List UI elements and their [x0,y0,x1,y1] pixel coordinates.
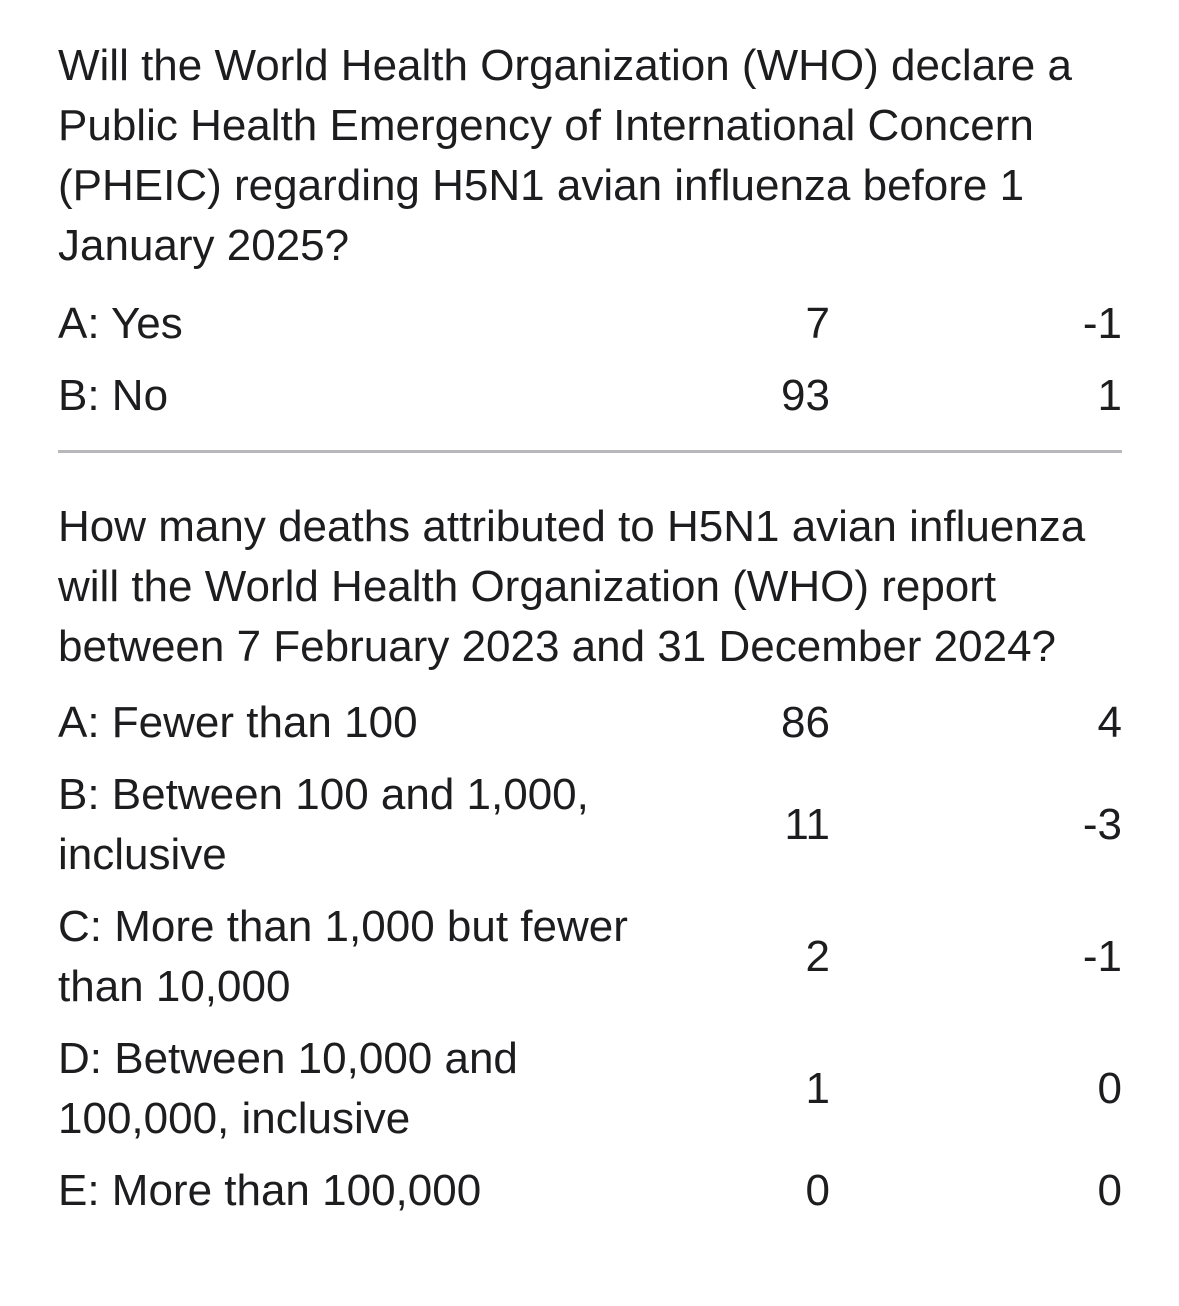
option-value: 7 [805,299,830,348]
question-title: Will the World Health Organization (WHO) declare a Public Health Emergency of International Concern (PHEIC) regarding H5N1 avian influenza before 1 January 2025? [58,41,1072,270]
option-change: -1 [1082,299,1122,348]
option-change: 0 [1097,1064,1122,1113]
option-change: 1 [1097,371,1122,420]
option-label: B: No [58,371,169,420]
option-row [58,891,1122,1023]
section-divider [58,450,1122,453]
option-change: 4 [1097,698,1122,747]
forecast-list [58,36,1122,1227]
option-label: E: More than 100,000 [58,1166,482,1215]
options-list [58,687,1122,1227]
options-list [58,288,1122,432]
option-label: B: Between 100 and 1,000, inclusive [58,770,589,879]
option-value: 2 [805,932,830,981]
question-block-2 [58,497,1122,1227]
option-change: -1 [1082,932,1122,981]
option-label: A: Fewer than 100 [58,698,418,747]
option-label: A: Yes [58,299,183,348]
option-value: 11 [784,800,830,849]
option-label: C: More than 1,000 but fewer than 10,000 [58,902,628,1011]
option-label: D: Between 10,000 and 100,000, inclusive [58,1034,518,1143]
question-block-1 [58,36,1122,432]
option-row [58,360,1122,432]
option-change: 0 [1097,1166,1122,1215]
option-row [58,759,1122,891]
option-value: 86 [781,698,830,747]
option-row [58,1155,1122,1227]
option-value: 1 [805,1064,830,1113]
option-value: 0 [805,1166,830,1215]
option-change: -3 [1082,800,1122,849]
question-title: How many deaths attributed to H5N1 avian influenza will the World Health Organization (WHO) report between 7 February 2023 and 31 December 2024? [58,502,1086,671]
option-value: 93 [781,371,830,420]
option-row [58,687,1122,759]
option-row [58,1023,1122,1155]
option-row [58,288,1122,360]
